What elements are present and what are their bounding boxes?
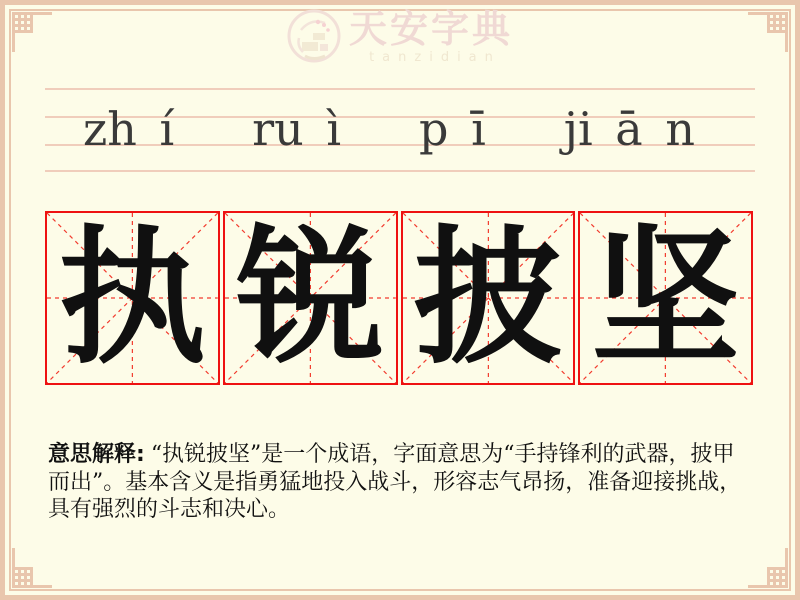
hanzi-character: 锐 — [236, 212, 385, 384]
pinyin-guide — [45, 88, 755, 172]
pinyin-syllable: zh í — [83, 102, 175, 156]
round-seal-icon — [287, 8, 341, 65]
hanzi-character: 坚 — [591, 212, 740, 384]
pinyin-row — [45, 88, 755, 172]
logo — [0, 8, 800, 65]
logo-text-group — [349, 8, 513, 65]
character-grid-row — [45, 211, 753, 385]
pinyin-syllable: p ī — [419, 102, 486, 156]
character-box — [578, 211, 753, 385]
hanzi-character: 披 — [413, 212, 562, 384]
meaning-section — [48, 441, 755, 524]
hanzi-character: 执 — [58, 212, 207, 384]
pinyin-syllable: ru ì — [252, 102, 342, 156]
logo-title: 天安字典 — [348, 6, 513, 51]
character-box — [401, 211, 576, 385]
corner-knot-icon — [4, 548, 52, 596]
character-box — [45, 211, 220, 385]
logo-subtitle: tanzidian — [369, 50, 501, 65]
pinyin-syllable: ji ā n — [563, 102, 695, 156]
meaning-label: 意思解释: — [48, 442, 145, 467]
character-box — [223, 211, 398, 385]
meaning-text: “执锐披坚”是一个成语，字面意思为“手持锋利的武器，披甲而出”。基本含义是指勇猛地投入战斗，形容志气昂扬，准备迎接挑战，具有强烈的斗志和决心。 — [48, 442, 742, 522]
corner-knot-icon — [748, 548, 796, 596]
